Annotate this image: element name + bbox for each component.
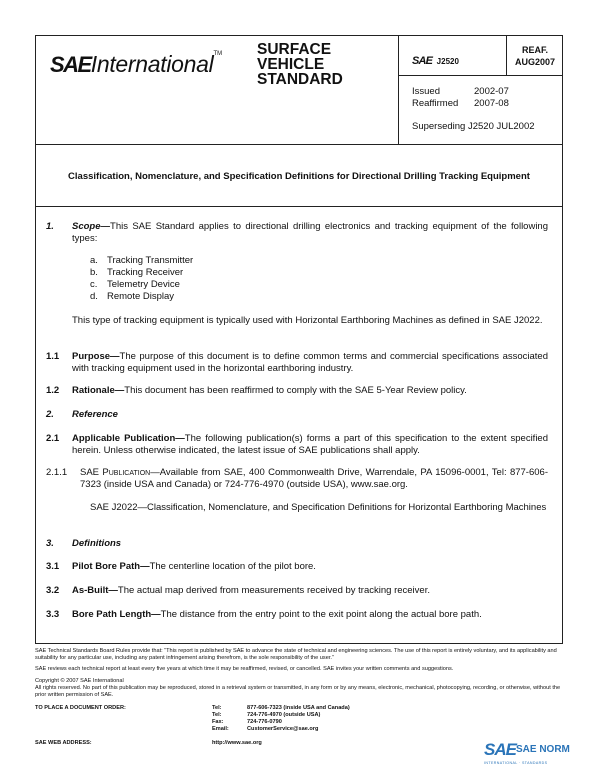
list-item: b. Tracking Receiver xyxy=(90,267,184,278)
reaffirmed-value: 2007-08 xyxy=(474,98,509,109)
issue-dates xyxy=(412,86,509,110)
section-2-1-applicable xyxy=(72,433,548,457)
doc-number-value: J2520 xyxy=(436,57,459,66)
web-address-link[interactable]: http://www.sae.org xyxy=(212,740,262,746)
section-1-1-number: 1.1 xyxy=(46,351,60,362)
section-2-1-text: The following publication(s) forms a part of this specification to the extent specified herein. Unless otherwise indicated, the latest issue of SAE publications shall apply. xyxy=(72,433,548,456)
section-3-number: 3. xyxy=(46,538,54,549)
list-item: d. Remote Display xyxy=(90,291,175,302)
title-divider xyxy=(35,206,563,207)
doc-number-sae: SAE xyxy=(412,55,433,67)
section-1-1-purpose xyxy=(72,351,548,375)
norm-badge-text: SAE NORM xyxy=(516,744,570,755)
section-1-1-heading: Purpose— xyxy=(72,351,120,362)
logo-international-text: International xyxy=(90,51,214,77)
section-3-3-number: 3.3 xyxy=(46,609,60,620)
footer-board-rules: SAE Technical Standards Board Rules provide that: “This report is published by SAE to advance the state of technical and engineering sciences. The use of this report is entirely voluntary, and its applicability and suitability for any particular use, including any patent infringement arising therefrom, is the sole responsibility of the user.” xyxy=(35,648,557,661)
issued-label: Issued xyxy=(412,86,440,97)
section-1-2-rationale xyxy=(72,385,548,397)
header-divider-vertical-1 xyxy=(398,35,399,145)
section-3-3-definition xyxy=(72,609,548,621)
reaffirmed-status xyxy=(510,44,560,68)
section-2-1-1-number: 2.1.1 xyxy=(46,467,68,478)
status-line-2: AUG2007 xyxy=(514,57,556,67)
section-1-2-text: This document has been reaffirmed to comply with the SAE 5-Year Review policy. xyxy=(124,385,467,396)
document-type-line-1: SURFACE xyxy=(257,41,332,58)
section-3-2-definition xyxy=(72,585,548,597)
document-type xyxy=(257,42,343,87)
section-1-number: 1. xyxy=(46,221,54,232)
section-3-2-heading: As-Built— xyxy=(72,585,118,596)
section-3-2-number: 3.2 xyxy=(46,585,60,596)
section-2-number: 2. xyxy=(46,409,54,420)
header-divider-horizontal-2 xyxy=(35,144,563,145)
email-link[interactable]: CustomerService@sae.org xyxy=(247,726,319,732)
section-2-1-1-text: —Available from SAE, 400 Commonwealth Drive, Warrendale, PA 15096-0001, Tel: 877-606-7323 (inside USA and Canada) or 724-776-4970 (outside USA), www.sae.org. xyxy=(80,467,548,490)
section-2-1-heading: Applicable Publication— xyxy=(72,433,185,444)
section-1-paragraph-2: This type of tracking equipment is typically used with Horizontal Earthboring Machines as defined in SAE J2022. xyxy=(72,315,543,326)
issued-value: 2002-07 xyxy=(474,86,509,97)
norm-badge-sae: SAE xyxy=(484,740,516,759)
sae-norm-badge xyxy=(484,740,570,771)
reference-sae-j2022: SAE J2022—Classification, Nomenclature, and Specification Definitions for Horizontal Earthboring Machines xyxy=(90,502,547,513)
document-title: Classification, Nomenclature, and Specification Definitions for Directional Drilling Tracking Equipment xyxy=(68,171,530,182)
header-divider-vertical-2 xyxy=(506,35,507,75)
norm-badge-sub: INTERNATIONAL · STANDARDS xyxy=(484,761,548,765)
footer-rights: All rights reserved. No part of this publication may be reproduced, stored in a retrieval system or transmitted, in any form or by any means, electronic, mechanical, photocopying, recording, or otherwise, without the prior written permission of SAE. xyxy=(35,685,561,698)
footer-copyright: Copyright © 2007 SAE International xyxy=(35,678,124,684)
document-type-line-3: STANDARD xyxy=(257,71,343,88)
contact-row: Tel: 724-776-4970 (outside USA) xyxy=(212,712,321,718)
contact-row[interactable]: Email: CustomerService@sae.org xyxy=(212,726,319,732)
contact-row: Fax: 724-776-0790 xyxy=(212,719,282,725)
reaffirmed-label: Reaffirmed xyxy=(412,98,459,109)
footer-review-note: SAE reviews each technical report at least every five years at which time it may be reaffirmed, revised, or cancelled. SAE invites your written comments and suggestions. xyxy=(35,666,454,672)
section-3-1-text: The centerline location of the pilot bore. xyxy=(149,561,316,572)
contact-row: Tel: 877-606-7323 (inside USA and Canada) xyxy=(212,705,350,711)
section-1-2-number: 1.2 xyxy=(46,385,60,396)
logo-sae-text: SAE xyxy=(50,52,91,77)
superseding: Superseding J2520 JUL2002 xyxy=(412,121,535,132)
logo-tm: TM xyxy=(213,51,223,57)
section-3-1-heading: Pilot Bore Path— xyxy=(72,561,150,572)
section-2-1-number: 2.1 xyxy=(46,433,60,444)
document-number xyxy=(412,51,459,69)
section-3-3-text: The distance from the entry point to the exit point along the actual bore path. xyxy=(160,609,482,620)
web-label: SAE WEB ADDRESS: xyxy=(35,740,92,746)
list-item: a. Tracking Transmitter xyxy=(90,255,194,266)
section-3-1-definition xyxy=(72,561,548,573)
section-2-1-1-publication xyxy=(80,467,548,491)
section-3-3-heading: Bore Path Length— xyxy=(72,609,161,620)
section-3-heading: Definitions xyxy=(72,538,122,549)
section-1-1-text: The purpose of this document is to define common terms and commercial specifications associated with tracking equipment used in the horizontal earthboring industry. xyxy=(72,351,548,374)
status-line-1: REAF. xyxy=(521,45,548,55)
section-2-heading: Reference xyxy=(72,409,118,420)
order-label: TO PLACE A DOCUMENT ORDER: xyxy=(35,705,126,711)
sae-publication-label: SAE Publication xyxy=(80,467,151,478)
header-divider-horizontal-1 xyxy=(398,75,563,76)
section-3-1-number: 3.1 xyxy=(46,561,60,572)
section-3-2-text: The actual map derived from measurements received by tracking receiver. xyxy=(117,585,430,596)
section-1-text: This SAE Standard applies to directional drilling electronics and tracking equipment of the following types: xyxy=(72,221,548,244)
document-type-line-2: VEHICLE xyxy=(257,56,325,73)
list-item: c. Telemetry Device xyxy=(90,279,180,290)
section-1-scope xyxy=(72,221,548,245)
section-1-2-heading: Rationale— xyxy=(72,385,125,396)
equipment-list xyxy=(90,255,193,303)
sae-international-logo xyxy=(50,51,222,78)
section-1-heading: Scope— xyxy=(72,221,111,232)
order-contacts xyxy=(212,705,350,733)
